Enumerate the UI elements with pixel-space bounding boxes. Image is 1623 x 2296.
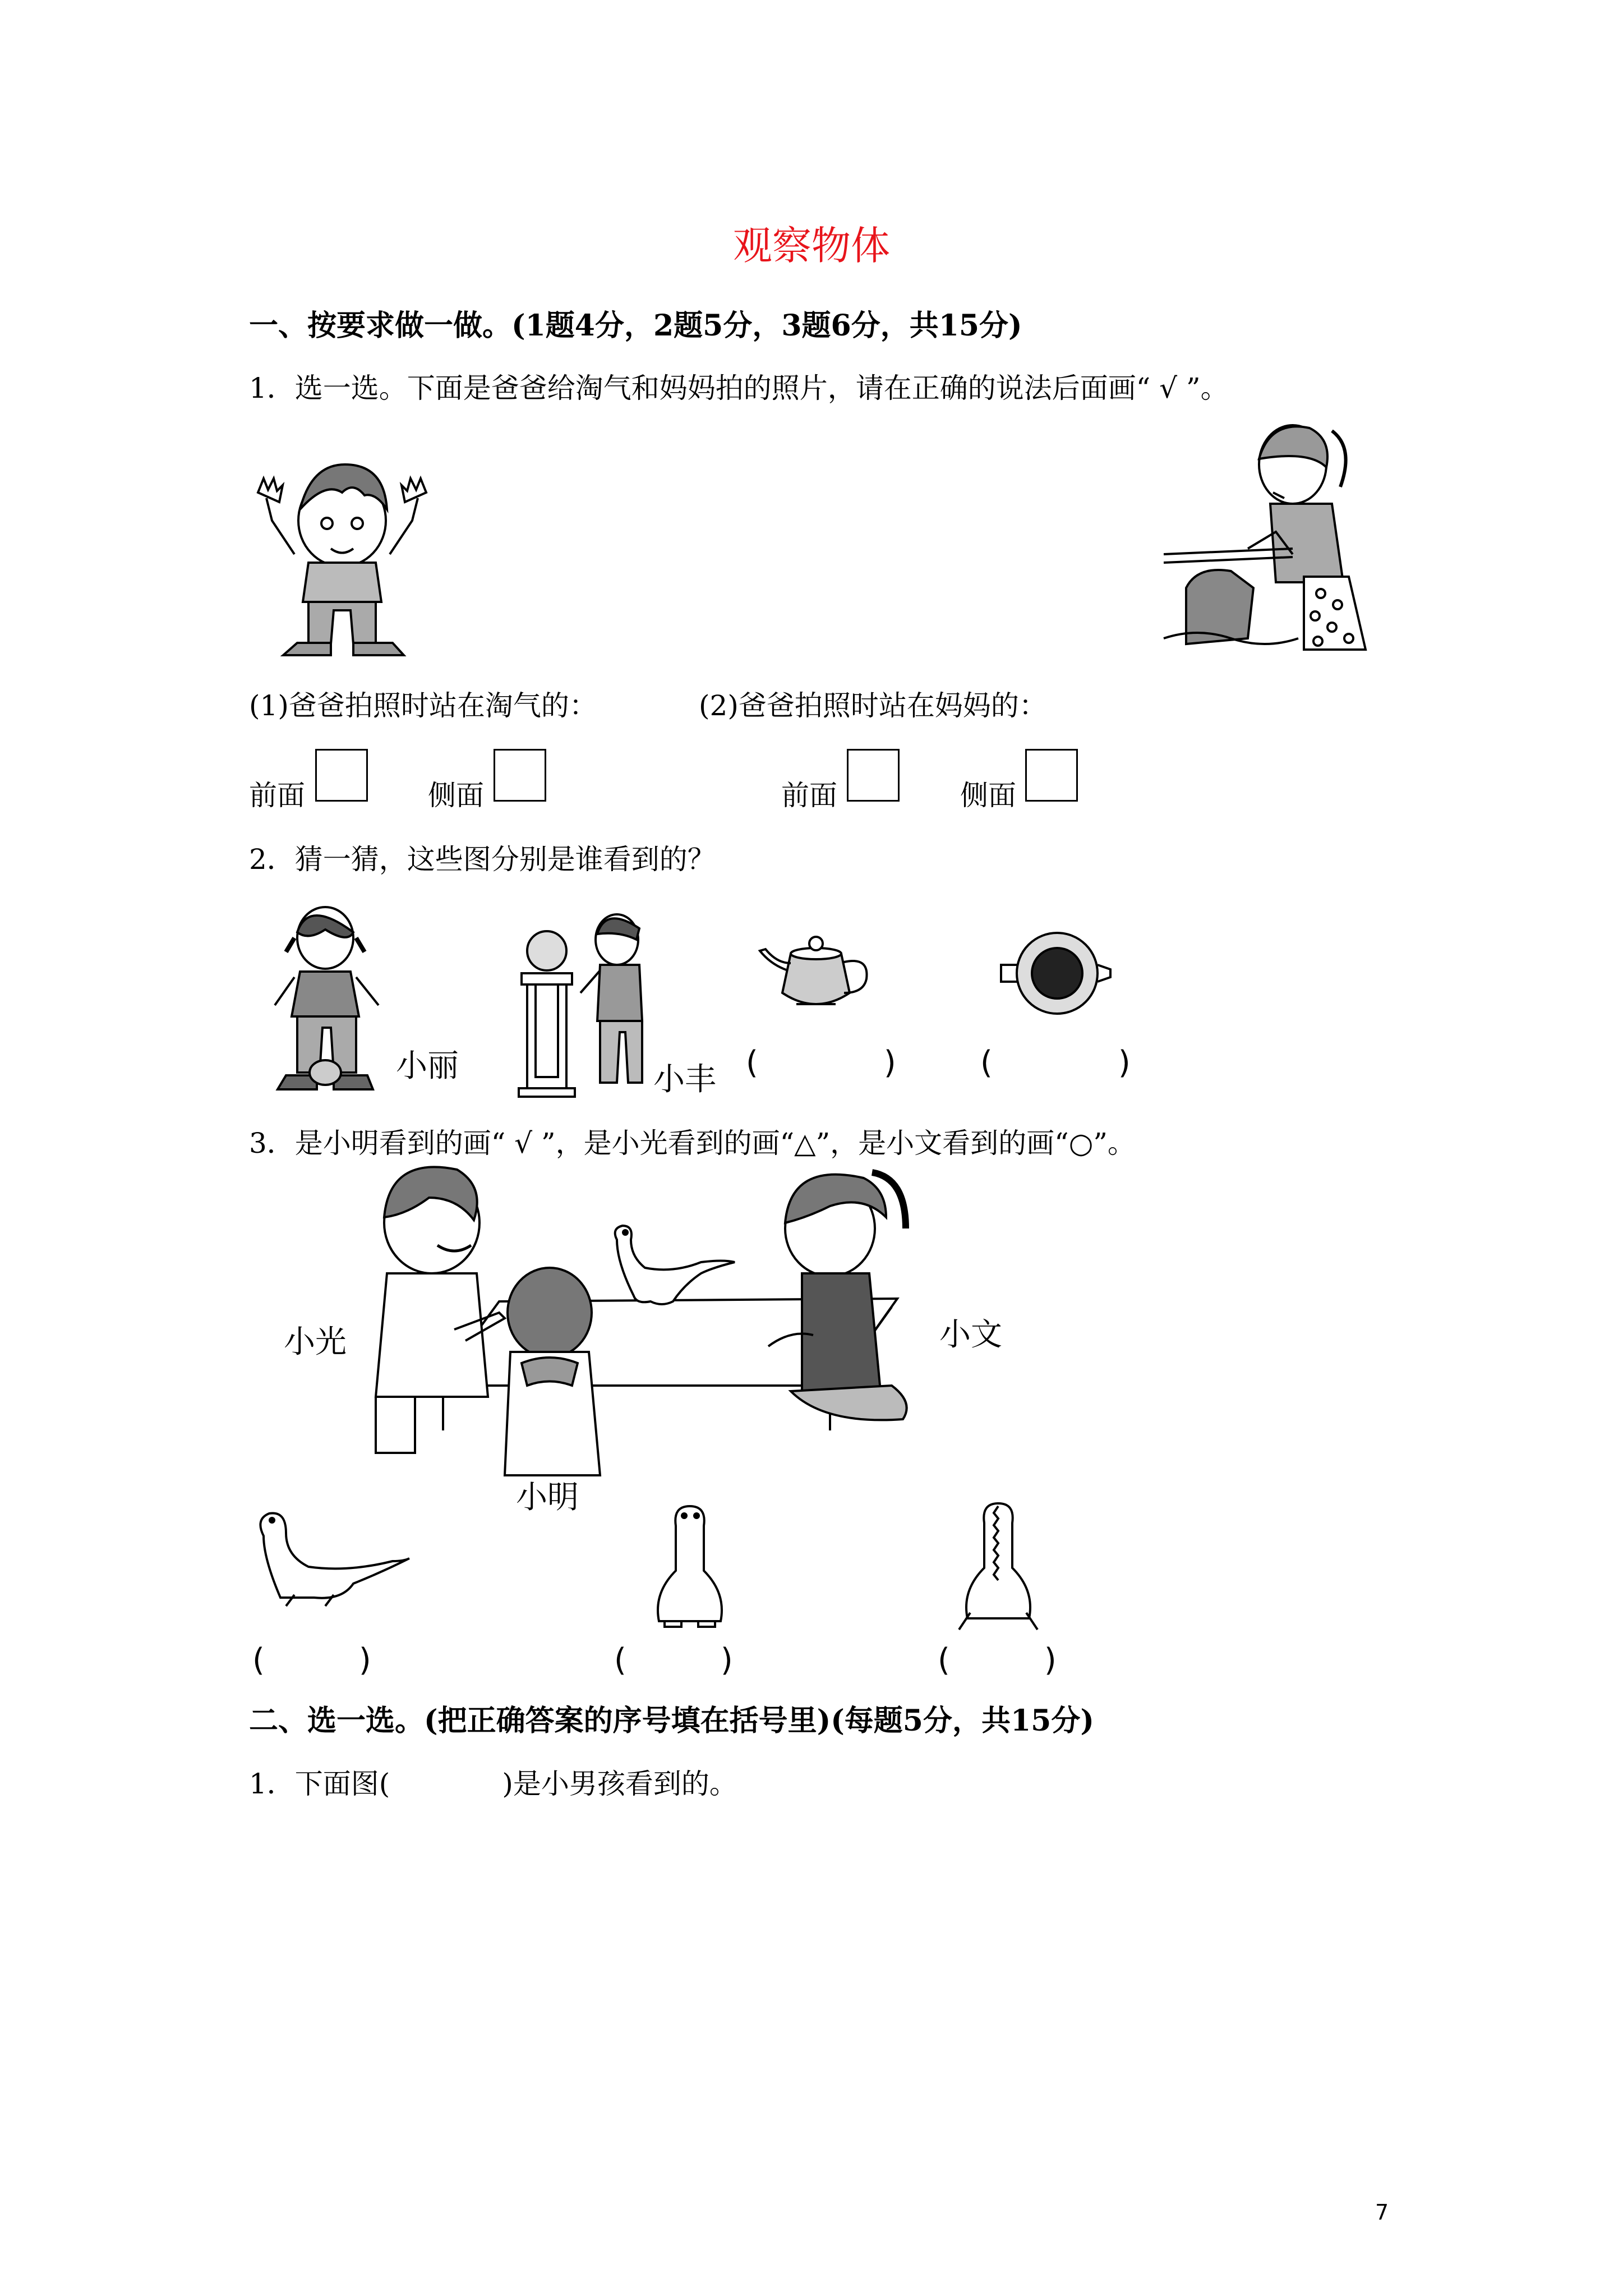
q1-prompt: 1．选一选。下面是爸爸给淘气和妈妈拍的照片，请在正确的说法后面画“ √ ”。 <box>249 372 1229 404</box>
section1-heading: 一、按要求做一做。(1题4分，2题5分，3题6分，共15分) <box>249 309 1022 343</box>
xiaofeng-name: 小丰 <box>653 1061 716 1098</box>
q3-blank-1[interactable]: ( ) <box>252 1642 371 1678</box>
q1-part2: (2)爸爸拍照时站在妈妈的： <box>699 689 1047 722</box>
dinosaur-front-view <box>645 1503 735 1630</box>
mother-illustration <box>1164 420 1371 655</box>
xiaoming-name: 小明 <box>516 1479 579 1516</box>
q2-prompt: 2．猜一猜，这些图分别是谁看到的？ <box>249 843 716 876</box>
q1-part1: (1)爸爸拍照时站在淘气的： <box>249 689 597 722</box>
dinosaur-back-view <box>953 1501 1043 1632</box>
dinosaur-side-view <box>247 1508 415 1614</box>
q2-blank-2[interactable]: ( ) <box>980 1045 1131 1081</box>
q1-part2-front-label: 前面 <box>781 779 837 812</box>
q3-blank-3[interactable]: ( ) <box>938 1642 1057 1678</box>
section2-heading: 二、选一选。(把正确答案的序号填在括号里)(每题5分，共15分) <box>249 1704 1094 1738</box>
q1-part2-side-checkbox[interactable] <box>1025 749 1078 802</box>
q3-prompt: 3．是小明看到的画“ √ ”，是小光看到的画“△”，是小文看到的画“○”。 <box>249 1127 1136 1159</box>
xiaoli-name: 小丽 <box>396 1048 459 1084</box>
q1-part2-side-label: 侧面 <box>960 779 1016 812</box>
q1-part1-front-label: 前面 <box>249 779 305 812</box>
section2-q1: 1．下面图( )是小男孩看到的。 <box>249 1768 737 1800</box>
teapot-side-view <box>757 931 875 1021</box>
q3-table-scene-illustration <box>342 1161 959 1475</box>
xiaofeng-stand-illustration <box>516 909 656 1099</box>
q1-part2-front-checkbox[interactable] <box>847 749 900 802</box>
page-title: 观察物体 <box>733 223 890 269</box>
page-number: 7 <box>1375 2200 1389 2225</box>
xiaoli-girl-illustration <box>269 904 387 1095</box>
xiaoguang-name: 小光 <box>284 1324 347 1360</box>
q1-part1-side-checkbox[interactable] <box>494 749 546 802</box>
xiaowen-name: 小文 <box>939 1317 1002 1353</box>
q2-blank-1[interactable]: ( ) <box>746 1045 896 1081</box>
q1-part1-front-checkbox[interactable] <box>315 749 368 802</box>
taoqi-boy-illustration <box>255 459 429 661</box>
q1-part1-side-label: 侧面 <box>428 779 484 812</box>
q3-blank-2[interactable]: ( ) <box>614 1642 733 1678</box>
teapot-top-view <box>998 926 1116 1021</box>
